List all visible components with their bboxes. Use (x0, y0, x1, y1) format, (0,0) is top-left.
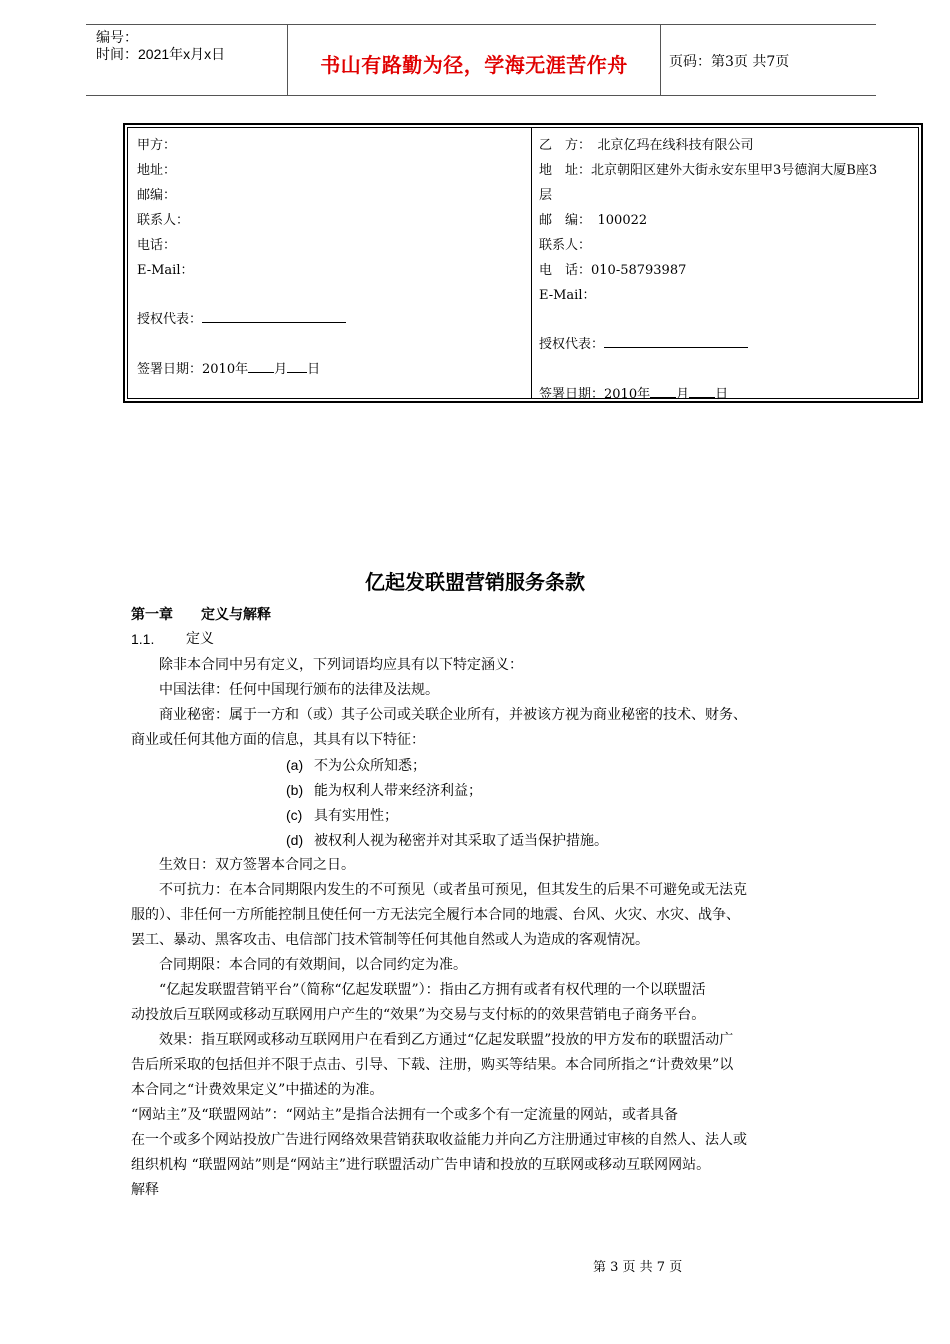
party-b-day-label: 日 (715, 387, 729, 402)
motto: 书山有路勤为径，学海无涯苦作舟 (320, 53, 628, 77)
party-b-name: 乙 方： 北京亿玛在线科技有限公司 (539, 138, 754, 153)
section-title: 定义 (186, 631, 214, 647)
header-meta (86, 25, 296, 95)
party-a-email: E-Mail： (137, 263, 194, 278)
party-a-day-blank (287, 360, 307, 373)
paragraph: 动投放后互联网或移动互联网用户产生的“效果”为交易与支付标的的效果营销电子商务平台。 (131, 1007, 706, 1023)
feature-text: 不为公众所知悉； (314, 758, 426, 774)
party-b-postcode: 邮 编： 100022 (539, 213, 648, 228)
paragraph: “亿起发联盟营销平台”（简称“亿起发联盟”）：指由乙方拥有或者有权代理的一个以联盟活 (159, 982, 706, 998)
party-a-day-label: 日 (307, 362, 321, 377)
paragraph: 商业或任何其他方面的信息，其具有以下特征： (131, 732, 425, 748)
paragraph: 生效日：双方签署本合同之日。 (159, 857, 355, 873)
party-b-sign-date (539, 383, 728, 402)
party-b-contact: 联系人： (539, 238, 592, 253)
doc-time-label: 时间：2021年x月x日 (96, 46, 226, 62)
feature-item (286, 803, 398, 829)
party-b-sign-date-prefix: 签署日期：2010年 (539, 387, 651, 402)
party-a-month-blank (248, 360, 274, 373)
party-a-auth-rep-label: 授权代表： (137, 312, 203, 327)
paragraph: 商业秘密：属于一方和（或）其子公司或关联企业所有，并被该方视为商业秘密的技术、财务、 (159, 707, 747, 723)
party-a-contact: 联系人： (137, 213, 190, 228)
feature-mark: (a) (286, 757, 304, 773)
chapter-heading: 第一章 定义与解释 (131, 607, 271, 623)
party-b-auth-rep (539, 333, 748, 352)
page-header (86, 24, 876, 96)
feature-text: 具有实用性； (314, 808, 398, 824)
header-page-label: 页码：第3页 共7页 (669, 54, 790, 70)
page-footer: 第 3 页 共 7 页 (593, 1260, 683, 1275)
feature-mark: (c) (286, 807, 303, 823)
paragraph: 告后所采取的包括但并不限于点击、引导、下载、注册，购买等结果。本合同所指之“计费效果”以 (131, 1057, 734, 1073)
paragraph: “网站主”及“联盟网站”：“网站主”是指合法拥有一个或多个有一定流量的网站，或者具备 (131, 1107, 678, 1123)
party-b-month-label: 月 (676, 387, 690, 402)
party-b-signature-line (604, 335, 748, 348)
party-b-email: E-Mail： (539, 288, 596, 303)
party-a-sign-date (137, 358, 320, 377)
party-a-signature-line (202, 310, 346, 323)
parties-divider (531, 128, 532, 398)
party-b-month-blank (650, 385, 676, 398)
party-b-day-blank (689, 385, 715, 398)
feature-mark: (b) (286, 782, 304, 798)
paragraph: 除非本合同中另有定义，下列词语均应具有以下特定涵义： (159, 657, 523, 673)
paragraph: 本合同之“计费效果定义”中描述的为准。 (131, 1082, 384, 1098)
feature-text: 能为权利人带来经济利益； (314, 783, 482, 799)
paragraph: 中国法律：任何中国现行颁布的法律及法规。 (159, 682, 439, 698)
party-a-auth-rep (137, 308, 346, 327)
feature-mark: (d) (286, 832, 304, 848)
feature-item (286, 753, 426, 779)
paragraph: 解释 (131, 1182, 159, 1198)
header-motto-cell (287, 25, 661, 95)
party-b-address-line1: 地 址：北京朝阳区建外大街永安东里甲3号德润大厦B座3 (539, 163, 878, 178)
party-a-month-label: 月 (274, 362, 288, 377)
paragraph: 罢工、暴动、黑客攻击、电信部门技术管制等任何其他自然或人为造成的客观情况。 (131, 932, 649, 948)
feature-text: 被权利人视为秘密并对其采取了适当保护措施。 (314, 833, 608, 849)
party-a-name: 甲方： (137, 138, 177, 153)
paragraph: 服的）、非任何一方所能控制且使任何一方无法完全履行本合同的地震、台风、火灾、水灾、战争、 (131, 907, 740, 923)
parties-table (123, 123, 923, 403)
paragraph: 效果：指互联网或移动互联网用户在看到乙方通过“亿起发联盟”投放的甲方发布的联盟活动广 (159, 1032, 734, 1048)
feature-item (286, 828, 608, 854)
party-a-phone: 电话： (137, 238, 177, 253)
paragraph: 在一个或多个网站投放广告进行网络效果营销获取收益能力并向乙方注册通过审核的自然人、法人或 (131, 1132, 747, 1148)
feature-item (286, 778, 482, 804)
party-a-address: 地址： (137, 163, 177, 178)
party-b-address-line2: 层 (539, 188, 553, 203)
section-number: 1.1. (131, 631, 155, 647)
paragraph: 组织机构 “联盟网站”则是“网站主”进行联盟活动广告申请和投放的互联网或移动互联网网站。 (131, 1157, 711, 1173)
paragraph: 合同期限：本合同的有效期间，以合同约定为准。 (159, 957, 467, 973)
doc-title: 亿起发联盟营销服务条款 (365, 570, 585, 594)
doc-number-label: 编号： (96, 29, 138, 45)
party-b-phone: 电 话：010-58793987 (539, 263, 687, 278)
party-a-postcode: 邮编： (137, 188, 177, 203)
party-b-auth-rep-label: 授权代表： (539, 337, 605, 352)
parties-table-inner (127, 127, 919, 402)
paragraph: 不可抗力：在本合同期限内发生的不可预见（或者虽可预见，但其发生的后果不可避免或无法克 (159, 882, 747, 898)
party-a-sign-date-prefix: 签署日期：2010年 (137, 362, 249, 377)
